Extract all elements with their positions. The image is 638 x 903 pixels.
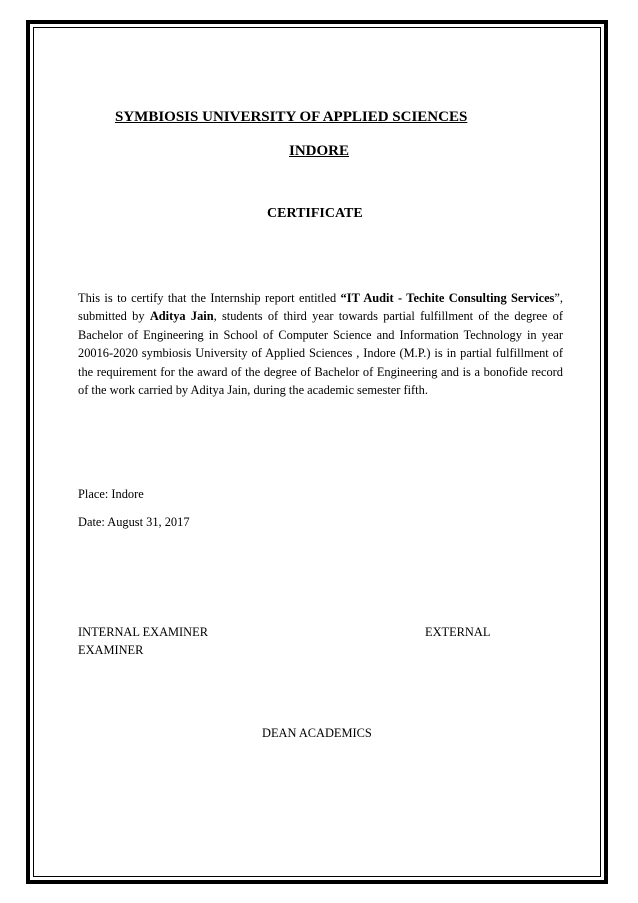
- city-heading: INDORE: [289, 143, 350, 159]
- body-rest: , students of third year towards partial fulfillment of the degree of Bachelor of Engineering in School of Computer Science and Information Technology in year 20016-2020 symbiosis University of Applied Sciences , Indore (M.P.) is in partial fulfillment of the requirement for the award of the degree of Bachelor of Engineering and is a bonofide record of the work carried by Aditya Jain, during the academic semester fifth.: [78, 309, 563, 398]
- external-examiner-label-cont: EXAMINER: [78, 643, 144, 657]
- certificate-title: CERTIFICATE: [267, 206, 363, 221]
- report-title: “IT Audit - Techite Consulting Services: [340, 291, 555, 305]
- university-heading: SYMBIOSIS UNIVERSITY OF APPLIED SCIENCES: [115, 109, 468, 125]
- student-name: Aditya Jain: [149, 309, 214, 324]
- dean-academics-label: DEAN ACADEMICS: [262, 726, 372, 740]
- body-submitted: ”, submitted by: [78, 291, 563, 324]
- place-line: Place: Indore: [78, 487, 144, 501]
- certificate-body: [78, 289, 563, 399]
- external-examiner-label: EXTERNAL: [425, 625, 491, 639]
- internal-examiner-label: INTERNAL EXAMINER: [78, 625, 208, 639]
- date-line: Date: August 31, 2017: [78, 515, 190, 529]
- body-intro: This is to certify that the Internship report entitled: [78, 291, 341, 305]
